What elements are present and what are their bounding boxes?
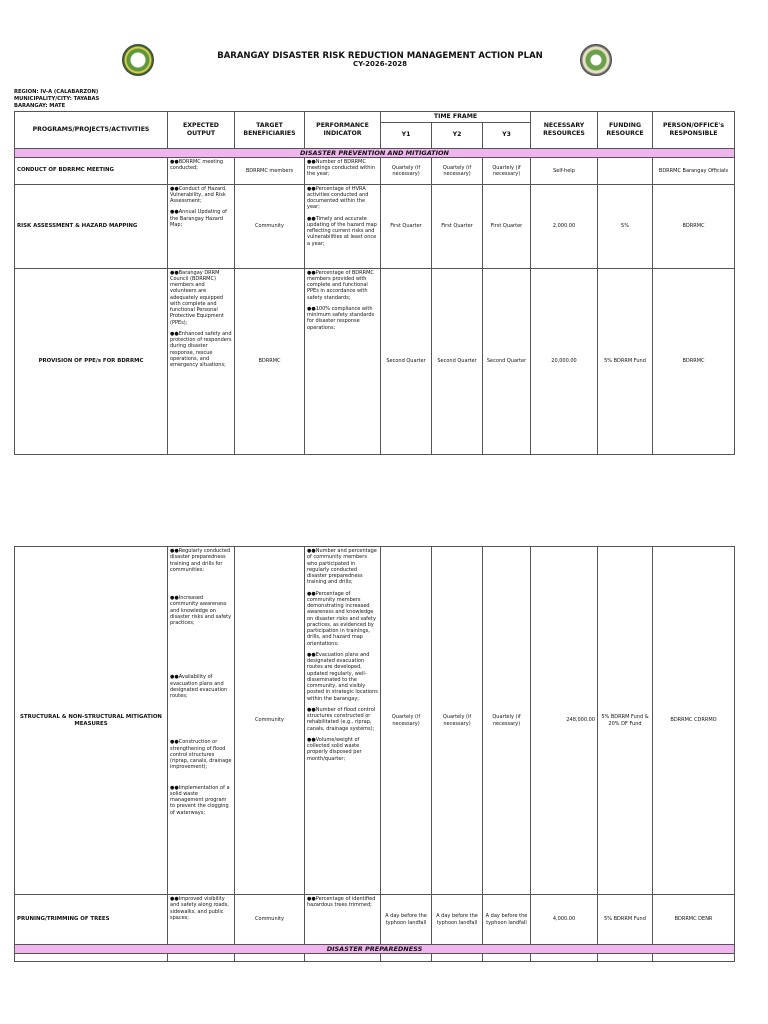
- responsible-office: BDRRMC DENR: [653, 895, 735, 945]
- col-header-responsible: PERSON/OFFICE's RESPONSIBLE: [653, 112, 735, 149]
- target-beneficiaries: Community: [235, 895, 305, 945]
- necessary-resources: Self-help: [531, 157, 598, 184]
- necessary-resources: 20,000.00: [531, 268, 598, 454]
- empty-cell: [381, 954, 432, 962]
- region-label: REGION: IV-A (CALABARZON): [14, 89, 99, 95]
- time-frame-y3: A day before the typhoon landfall: [483, 895, 531, 945]
- funding-resource: [598, 157, 653, 184]
- document-title: BARANGAY DISASTER RISK REDUCTION MANAGEMENT ACTION PLAN: [217, 51, 543, 61]
- time-frame-y2: First Quarter: [432, 184, 483, 268]
- time-frame-y3: Quartely (if necessary): [483, 547, 531, 895]
- necessary-resources: 248,000.00: [531, 547, 598, 895]
- performance-indicator: ● ● Percentage of HVRA activities conducted and documented within the year; ● ● Timely and accurate updating of the hazard map reflecting current risks and vulnerabilities at least once a year;: [305, 184, 381, 268]
- necessary-resources: 2,000.00: [531, 184, 598, 268]
- col-header-y2: Y2: [432, 122, 483, 148]
- program-name: RISK ASSESSMENT & HAZARD MAPPING: [15, 184, 168, 268]
- responsible-office: BDRRMC CDRRMO: [653, 547, 735, 895]
- col-header-beneficiaries: TARGET BENEFICIARIES: [235, 112, 305, 149]
- funding-resource: 5% BDRRM Fund & 20% DF Fund: [598, 547, 653, 895]
- time-frame-y1: First Quarter: [381, 184, 432, 268]
- table-row: [15, 547, 735, 895]
- funding-resource: 5% BDRRM Fund: [598, 268, 653, 454]
- time-frame-y3: Quartely (if necessary): [483, 157, 531, 184]
- col-header-y1: Y1: [381, 122, 432, 148]
- action-plan-table-part-2: [14, 546, 735, 962]
- table-row: [15, 954, 735, 962]
- time-frame-y1: Second Quarter: [381, 268, 432, 454]
- responsible-office: BDRRMC: [653, 184, 735, 268]
- time-frame-y1: Quartely (if necessary): [381, 157, 432, 184]
- municipality-label: MUNICIPALITY/CITY: TAYABAS: [14, 96, 100, 102]
- responsible-office: BDRRMC Barangay Officials: [653, 157, 735, 184]
- col-header-indicator: PERFORMANCE INDICATOR: [305, 112, 381, 149]
- time-frame-y3: First Quarter: [483, 184, 531, 268]
- expected-output: ● ● Barangay DRRM Council (BDRRMC) members and volunteers are adequately equipped with complete and functional Personal Protective Equipment (PPEs); ● ● Enhanced safety and protection of responders during disaster response, rescue operations, and emergency situations;: [168, 268, 235, 454]
- empty-cell: [432, 954, 483, 962]
- time-frame-y3: Second Quarter: [483, 268, 531, 454]
- time-frame-y2: Quartely (if necessary): [432, 547, 483, 895]
- empty-cell: [168, 954, 235, 962]
- performance-indicator: ● ● Percentage of BDRRMC members provided with complete and functional PPEs in accordance with safety standards; ● ● 100% compliance with minimum safety standards for disaster response operations;: [305, 268, 381, 454]
- col-header-output: EXPECTED OUTPUT: [168, 112, 235, 149]
- section-disaster-preparedness: DISASTER PREPAREDNESS: [15, 945, 735, 954]
- performance-indicator: ● ● Number of BDRRMC meetings conducted within the year;: [305, 157, 381, 184]
- action-plan-table-part-1: [14, 111, 735, 455]
- performance-indicator: ● ● Number and percentage of community members who participated in regularly conducted disaster preparedness training and drills; ● ● Percentage of community members demonstrating increased awareness and knowledge on disaster risks and safety practices, as evidenced by participation in trainings, drills, and hazard map orientations; ● ● Evacuation plans and designated evacuation routes are developed, updated regularly, well-disseminated to the community, and visibly posted in strategic locations within the barangay; ● ● Number of flood control structures constructed or rehabilitated (e.g., riprap, canals, drainage systems); ● ● Volume/weight of collected solid waste properly disposed per month/quarter;: [305, 547, 381, 895]
- table-row: [15, 895, 735, 945]
- table-row: [15, 157, 735, 184]
- time-frame-y2: A day before the typhoon landfall: [432, 895, 483, 945]
- program-name: PRUNING/TRIMMING OF TREES: [15, 895, 168, 945]
- program-name: STRUCTURAL & NON-STRUCTURAL MITIGATION MEASURES: [15, 547, 168, 895]
- empty-cell: [653, 954, 735, 962]
- section-prevention-mitigation: DISASTER PREVENTION AND MITIGATION: [15, 148, 735, 157]
- time-frame-y1: Quartely (if necessary): [381, 547, 432, 895]
- program-name: PROVISION OF PPE/s FOR BDRRMC: [15, 268, 168, 454]
- necessary-resources: 4,000.00: [531, 895, 598, 945]
- funding-resource: 5% BDRRM Fund: [598, 895, 653, 945]
- table-row: [15, 184, 735, 268]
- expected-output: ● ● BDRRMC meeting conducted;: [168, 157, 235, 184]
- expected-output: ● ● Improved visibility and safety along roads, sidewalks, and public spaces;: [168, 895, 235, 945]
- empty-cell: [598, 954, 653, 962]
- empty-cell: [531, 954, 598, 962]
- performance-indicator: ● ● Percentage of identified hazardous trees trimmed;: [305, 895, 381, 945]
- empty-cell: [15, 954, 168, 962]
- expected-output: ● ● Regularly conducted disaster preparedness training and drills for communities; ● ● Increased community awareness and knowledge on disaster risks and safety practices; ● ● Availability of evacuation plans and designated evacuation routes; ● ● Construction or strengthening of flood control structures (riprap, canals, drainage improvement); ● ● Implementation of a solid waste management program to prevent the clogging of waterways;: [168, 547, 235, 895]
- empty-cell: [235, 954, 305, 962]
- target-beneficiaries: Community: [235, 184, 305, 268]
- time-frame-y2: Second Quarter: [432, 268, 483, 454]
- col-header-resources: NECESSARY RESOURCES: [531, 112, 598, 149]
- col-header-funding: FUNDING RESOURCE: [598, 112, 653, 149]
- barangay-label: BARANGAY: MATE: [14, 103, 66, 109]
- target-beneficiaries: BDRRMC: [235, 268, 305, 454]
- program-name: CONDUCT OF BDRRMC MEETING: [15, 157, 168, 184]
- col-header-y3: Y3: [483, 122, 531, 148]
- col-header-programs: PROGRAMS/PROJECTS/ACTIVITIES: [15, 112, 168, 149]
- target-beneficiaries: BDRRMC members: [235, 157, 305, 184]
- document-subtitle: CY-2026-2028: [353, 60, 407, 68]
- time-frame-y2: Quartely (if necessary): [432, 157, 483, 184]
- target-beneficiaries: Community: [235, 547, 305, 895]
- expected-output: ● ● Conduct of Hazard, Vulnerability, and Risk Assessment; ● ● Annual Updating of the Barangay Hazard Map;: [168, 184, 235, 268]
- empty-cell: [305, 954, 381, 962]
- responsible-office: BDRRMC: [653, 268, 735, 454]
- col-header-time-frame: TIME FRAME: [381, 112, 531, 123]
- funding-resource: 5%: [598, 184, 653, 268]
- time-frame-y1: A day before the typhoon landfall: [381, 895, 432, 945]
- empty-cell: [483, 954, 531, 962]
- table-row: [15, 268, 735, 454]
